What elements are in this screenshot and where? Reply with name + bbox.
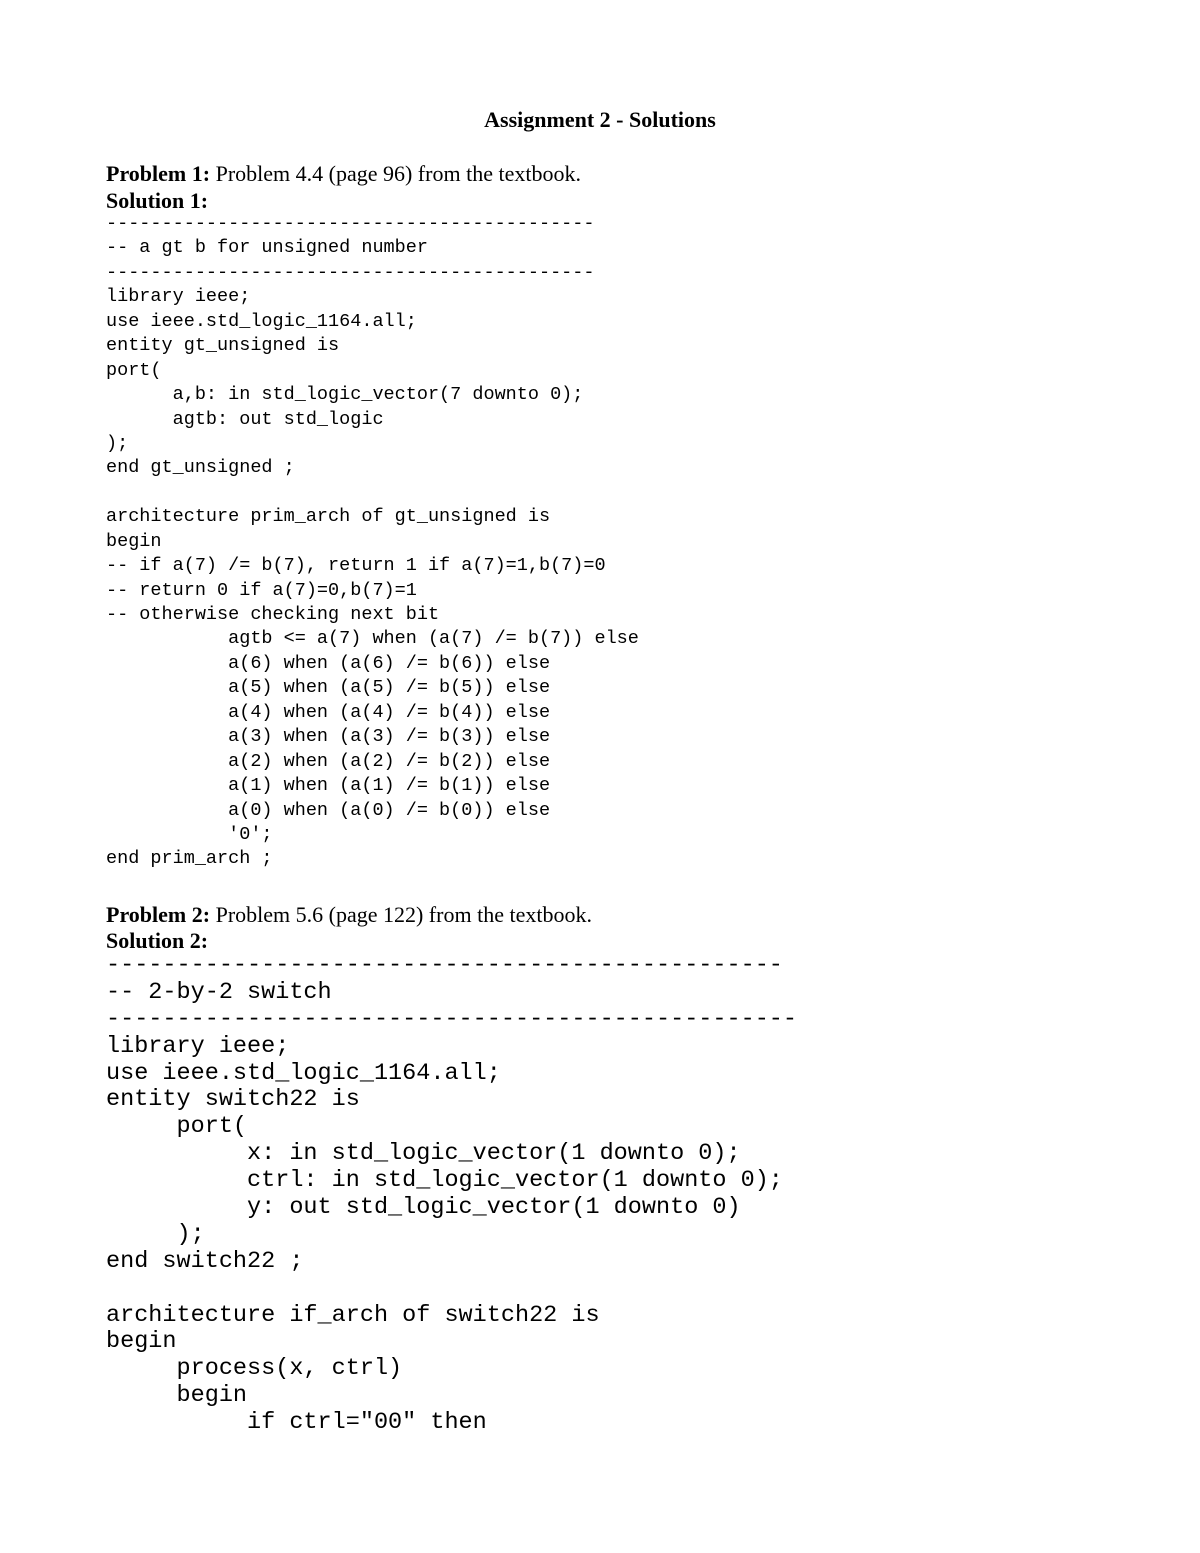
solution-1-code-line: library ieee; [106,286,251,308]
solution-2-label: Solution 2: [106,928,209,953]
document-title: Assignment 2 - Solutions [484,107,716,132]
solution-1-code-line: architecture prim_arch of gt_unsigned is [106,506,551,528]
solution-1-code-line: a(6) when (a(6) /= b(6)) else [106,652,551,674]
solution-1-code-line: begin [106,530,162,552]
solution-1-code-line: end gt_unsigned ; [106,457,295,479]
solution-1-code-line: a(5) when (a(5) /= b(5)) else [106,677,551,699]
solution-2-code-line: library ieee; [106,1032,290,1060]
solution-1-code-line: port( [106,359,162,381]
solution-1-code-line: -------------------------------------------- [106,261,595,283]
solution-2-code-line: ); [106,1220,205,1248]
solution-1-code-line: entity gt_unsigned is [106,335,340,357]
solution-2-code-line: process(x, ctrl) [106,1355,403,1383]
solution-1-code-line: -------------------------------------------- [106,213,595,234]
solution-2-code-line: port( [106,1113,248,1141]
solution-1-heading [106,187,208,215]
solution-1-code-line: a,b: in std_logic_vector(7 downto 0); [106,384,584,406]
problem-1-heading [106,160,581,188]
solution-1-code-line: -- return 0 if a(7)=0,b(7)=1 [106,579,417,601]
solution-2-code-line: begin [106,1382,248,1410]
solution-1-code-block [106,212,639,872]
solution-1-code-line: '0'; [106,823,273,845]
solution-1-code-line: a(4) when (a(4) /= b(4)) else [106,701,551,723]
solution-1-code-line: -- a gt b for unsigned number [106,237,428,259]
solution-1-label: Solution 1: [106,188,209,213]
solution-2-code-line: ctrl: in std_logic_vector(1 downto 0); [106,1167,783,1195]
solution-1-code-line: a(1) when (a(1) /= b(1)) else [106,775,551,797]
solution-2-code-line: x: in std_logic_vector(1 downto 0); [106,1140,741,1168]
solution-1-code-line: agtb <= a(7) when (a(7) /= b(7)) else [106,628,639,650]
solution-2-code-line: y: out std_logic_vector(1 downto 0) [106,1194,741,1222]
solution-1-code-line: agtb: out std_logic [106,408,384,430]
solution-1-code-line: a(0) when (a(0) /= b(0)) else [106,799,551,821]
solution-1-code-line [106,481,639,505]
solution-2-code-line: if ctrl="00" then [106,1409,487,1437]
solution-2-heading [106,927,208,955]
solution-2-code-line: begin [106,1328,177,1356]
solution-2-code-line: -- 2-by-2 switch [106,978,332,1006]
solution-2-code-line: entity switch22 is [106,1086,360,1114]
solution-1-code-line: ); [106,432,129,454]
problem-2-heading [106,901,592,929]
problem-1-text: Problem 4.4 (page 96) from the textbook. [210,161,581,186]
solution-2-code-line [106,1276,797,1303]
solution-2-code-line: use ieee.std_logic_1164.all; [106,1059,501,1087]
problem-2-text: Problem 5.6 (page 122) from the textbook. [210,902,592,927]
solution-2-code-line: ------------------------------------------------- [106,1005,798,1033]
solution-1-code-line: use ieee.std_logic_1164.all; [106,310,417,332]
problem-1-label: Problem 1: [106,161,211,186]
solution-2-code-line: ------------------------------------------------ [106,952,783,979]
solution-1-code-line: -- if a(7) /= b(7), return 1 if a(7)=1,b(7)=0 [106,555,606,577]
solution-2-code-block [106,953,797,1437]
solution-1-code-line: end prim_arch ; [106,848,273,870]
solution-2-code-line: architecture if_arch of switch22 is [106,1301,600,1329]
solution-1-code-line: -- otherwise checking next bit [106,604,440,625]
solution-2-code-line: end switch22 ; [106,1247,304,1275]
problem-2-label: Problem 2: [106,902,211,927]
solution-1-code-line: a(3) when (a(3) /= b(3)) else [106,726,551,748]
solution-1-code-line: a(2) when (a(2) /= b(2)) else [106,750,551,772]
